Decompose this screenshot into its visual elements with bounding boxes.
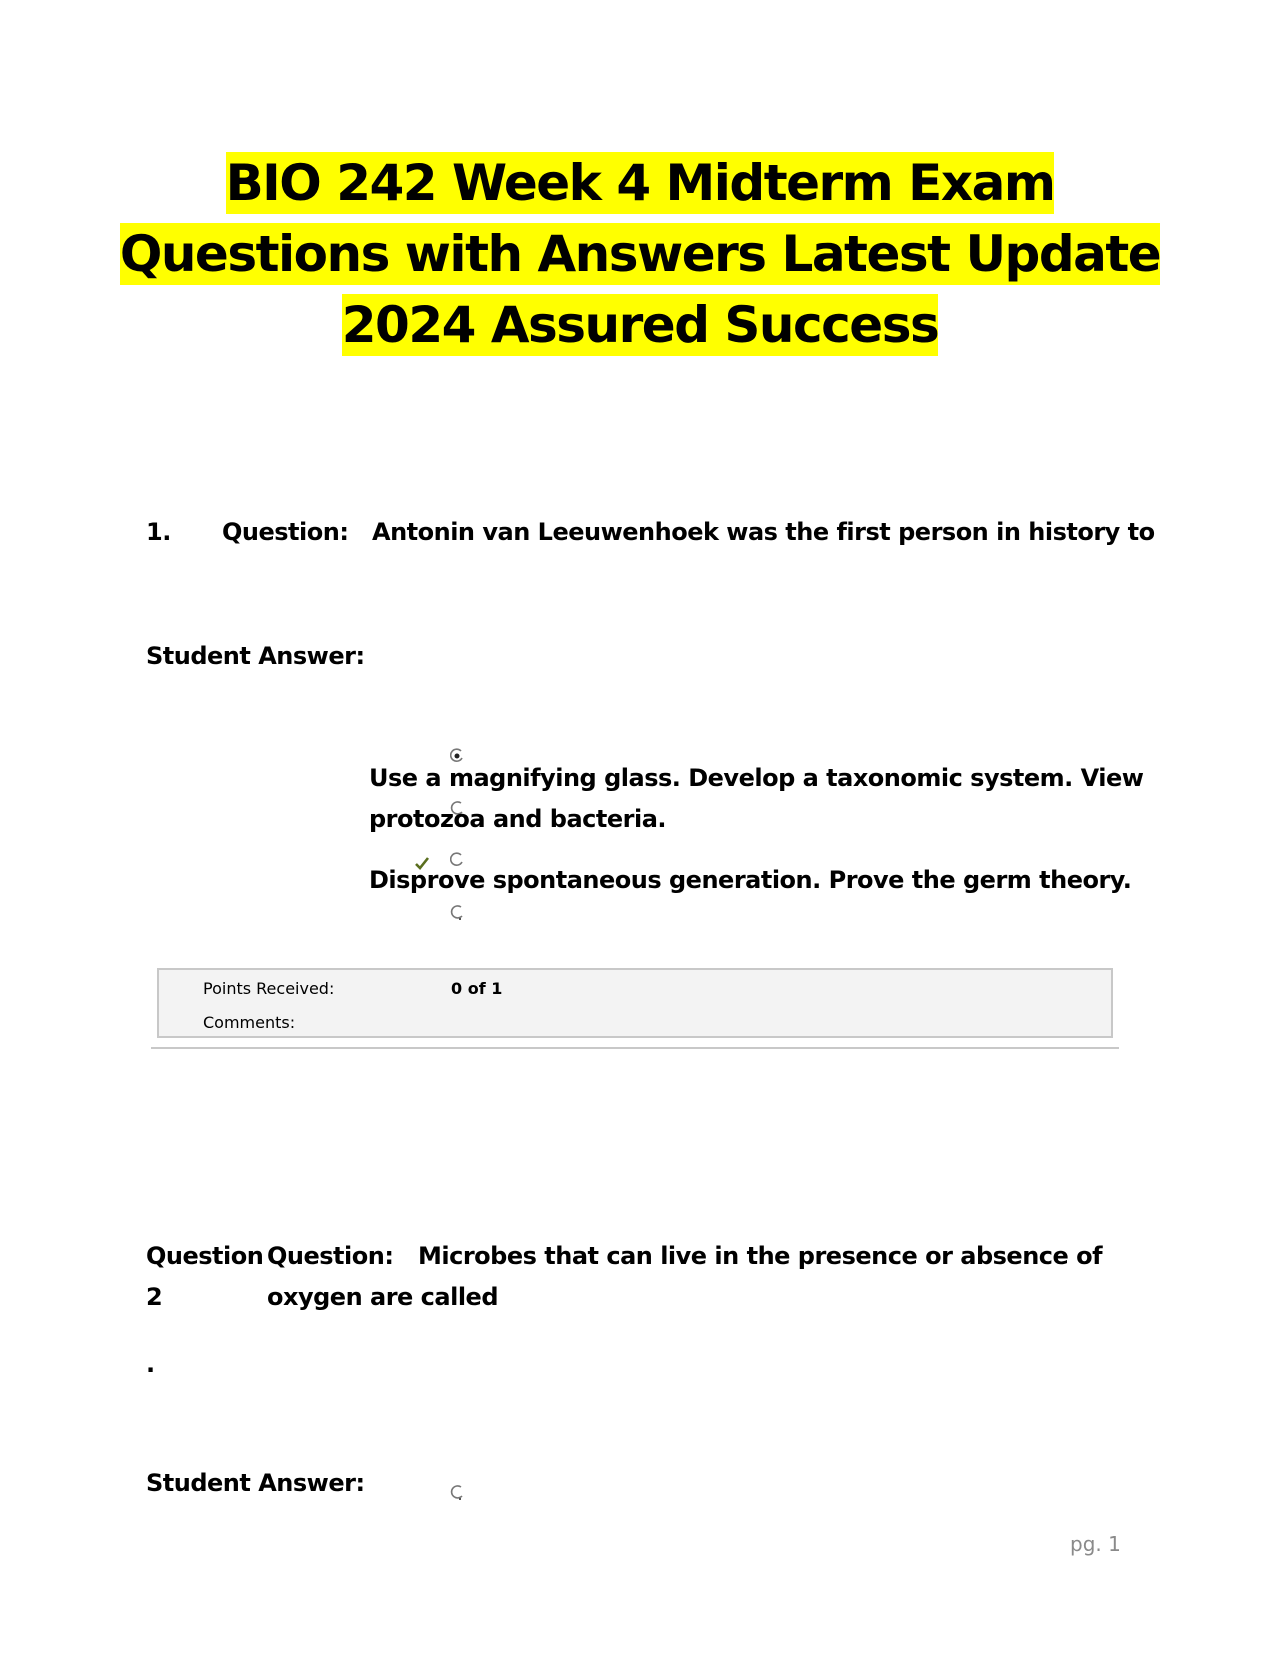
question-2-student-answer-label: Student Answer: [146, 1469, 365, 1497]
title-line-3: 2024 Assured Success [341, 296, 939, 354]
points-box [157, 968, 1113, 1038]
radio-option-1-icon[interactable] [450, 748, 464, 764]
question-2-number-dot: . [146, 1350, 155, 1378]
question-2-text-line-2: oxygen are called [267, 1283, 499, 1311]
question-1-answer-line-3: Disprove spontaneous generation. Prove the germ theory. [369, 866, 1132, 894]
question-2-label: Question: [267, 1242, 394, 1270]
question-2-text-line-1: Microbes that can live in the presence or absence of [418, 1242, 1103, 1270]
question-1-number: 1. [146, 518, 171, 546]
points-received-label: Points Received: [203, 979, 335, 998]
radio-option-q2-1-icon[interactable] [450, 1484, 464, 1500]
question-1-text: Antonin van Leeuwenhoek was the first person in history to [372, 518, 1155, 546]
comments-label: Comments: [203, 1013, 296, 1032]
question-1-answer-line-2: protozoa and bacteria. [369, 805, 667, 833]
page-number: pg. 1 [1070, 1532, 1121, 1556]
question-1-answer-line-1: Use a magnifying glass. Develop a taxonomic system. View [369, 764, 1144, 792]
question-2-number-line-1: Question [146, 1242, 264, 1270]
points-received-value: 0 of 1 [451, 979, 503, 998]
question-2-number-line-2: 2 [146, 1283, 163, 1311]
question-1-student-answer-label: Student Answer: [146, 642, 365, 670]
radio-option-4-icon[interactable] [450, 904, 464, 920]
document-title [0, 148, 1280, 361]
question-1-label: Question: [222, 518, 349, 546]
title-line-1: BIO 242 Week 4 Midterm Exam [225, 154, 1055, 212]
divider [151, 1047, 1119, 1049]
title-line-2: Questions with Answers Latest Update [119, 225, 1161, 283]
